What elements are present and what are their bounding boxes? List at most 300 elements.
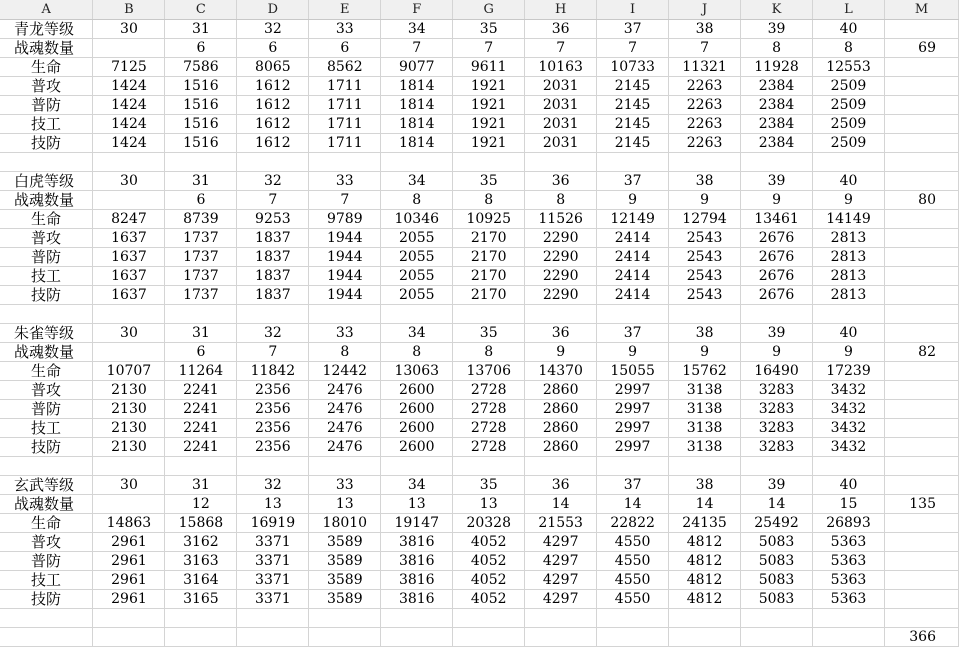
cell-m33[interactable]: 366 [884,628,958,647]
cell-a10[interactable]: 战魂数量 [0,191,93,210]
cell-l2[interactable]: 8 [813,39,885,58]
cell-c17[interactable]: 31 [165,324,237,343]
cell-a31[interactable]: 技防 [0,590,93,609]
cell-g13[interactable]: 2170 [453,248,525,267]
cell-l22[interactable]: 3432 [813,419,885,438]
cell-k17[interactable]: 39 [741,324,813,343]
cell-c1[interactable]: 31 [165,20,237,39]
cell-a17[interactable]: 朱雀等级 [0,324,93,343]
cell-i33[interactable] [597,628,669,647]
cell-h26[interactable]: 14 [525,495,597,514]
cell-c32[interactable] [165,609,237,628]
cell-h13[interactable]: 2290 [525,248,597,267]
cell-e33[interactable] [309,628,381,647]
column-header-g[interactable]: G [453,0,525,20]
cell-m32[interactable] [884,609,958,628]
cell-c28[interactable]: 3162 [165,533,237,552]
cell-e11[interactable]: 9789 [309,210,381,229]
cell-g21[interactable]: 2728 [453,400,525,419]
cell-b12[interactable]: 1637 [93,229,165,248]
cell-h14[interactable]: 2290 [525,267,597,286]
cell-m17[interactable] [884,324,958,343]
cell-j9[interactable]: 38 [669,172,741,191]
cell-d32[interactable] [237,609,309,628]
cell-m19[interactable] [884,362,958,381]
cell-i13[interactable]: 2414 [597,248,669,267]
cell-g2[interactable]: 7 [453,39,525,58]
cell-a13[interactable]: 普防 [0,248,93,267]
cell-c19[interactable]: 11264 [165,362,237,381]
cell-d6[interactable]: 1612 [237,115,309,134]
cell-b19[interactable]: 10707 [93,362,165,381]
cell-e31[interactable]: 3589 [309,590,381,609]
cell-i26[interactable]: 14 [597,495,669,514]
cell-m3[interactable] [884,58,958,77]
cell-h7[interactable]: 2031 [525,134,597,153]
cell-k27[interactable]: 25492 [741,514,813,533]
cell-c8[interactable] [165,153,237,172]
cell-a18[interactable]: 战魂数量 [0,343,93,362]
cell-b10[interactable] [93,191,165,210]
cell-i25[interactable]: 37 [597,476,669,495]
cell-e15[interactable]: 1944 [309,286,381,305]
cell-l12[interactable]: 2813 [813,229,885,248]
cell-j23[interactable]: 3138 [669,438,741,457]
cell-g11[interactable]: 10925 [453,210,525,229]
cell-m7[interactable] [884,134,958,153]
cell-k1[interactable]: 39 [741,20,813,39]
cell-c26[interactable]: 12 [165,495,237,514]
cell-d29[interactable]: 3371 [237,552,309,571]
column-header-h[interactable]: H [525,0,597,20]
cell-l14[interactable]: 2813 [813,267,885,286]
cell-j8[interactable] [669,153,741,172]
cell-i3[interactable]: 10733 [597,58,669,77]
column-header-d[interactable]: D [237,0,309,20]
cell-d11[interactable]: 9253 [237,210,309,229]
cell-d10[interactable]: 7 [237,191,309,210]
cell-l10[interactable]: 9 [813,191,885,210]
cell-j7[interactable]: 2263 [669,134,741,153]
cell-i27[interactable]: 22822 [597,514,669,533]
cell-a9[interactable]: 白虎等级 [0,172,93,191]
cell-m22[interactable] [884,419,958,438]
cell-h5[interactable]: 2031 [525,96,597,115]
cell-e4[interactable]: 1711 [309,77,381,96]
cell-j14[interactable]: 2543 [669,267,741,286]
cell-j1[interactable]: 38 [669,20,741,39]
cell-i7[interactable]: 2145 [597,134,669,153]
cell-f27[interactable]: 19147 [381,514,453,533]
cell-d26[interactable]: 13 [237,495,309,514]
cell-e27[interactable]: 18010 [309,514,381,533]
column-header-m[interactable]: M [884,0,958,20]
cell-l26[interactable]: 15 [813,495,885,514]
cell-f11[interactable]: 10346 [381,210,453,229]
cell-j6[interactable]: 2263 [669,115,741,134]
cell-b22[interactable]: 2130 [93,419,165,438]
cell-g18[interactable]: 8 [453,343,525,362]
cell-i23[interactable]: 2997 [597,438,669,457]
cell-g25[interactable]: 35 [453,476,525,495]
cell-b29[interactable]: 2961 [93,552,165,571]
cell-e14[interactable]: 1944 [309,267,381,286]
cell-l31[interactable]: 5363 [813,590,885,609]
cell-a1[interactable]: 青龙等级 [0,20,93,39]
cell-c31[interactable]: 3165 [165,590,237,609]
column-header-i[interactable]: I [597,0,669,20]
cell-b11[interactable]: 8247 [93,210,165,229]
cell-e5[interactable]: 1711 [309,96,381,115]
cell-c30[interactable]: 3164 [165,571,237,590]
cell-d3[interactable]: 8065 [237,58,309,77]
cell-d5[interactable]: 1612 [237,96,309,115]
cell-a24[interactable] [0,457,93,476]
cell-k31[interactable]: 5083 [741,590,813,609]
cell-e2[interactable]: 6 [309,39,381,58]
cell-g27[interactable]: 20328 [453,514,525,533]
cell-j28[interactable]: 4812 [669,533,741,552]
cell-d22[interactable]: 2356 [237,419,309,438]
cell-a20[interactable]: 普攻 [0,381,93,400]
cell-b7[interactable]: 1424 [93,134,165,153]
cell-d16[interactable] [237,305,309,324]
cell-b26[interactable] [93,495,165,514]
cell-c25[interactable]: 31 [165,476,237,495]
cell-j32[interactable] [669,609,741,628]
cell-c14[interactable]: 1737 [165,267,237,286]
cell-l9[interactable]: 40 [813,172,885,191]
cell-f6[interactable]: 1814 [381,115,453,134]
cell-c20[interactable]: 2241 [165,381,237,400]
cell-k18[interactable]: 9 [741,343,813,362]
cell-e7[interactable]: 1711 [309,134,381,153]
cell-k2[interactable]: 8 [741,39,813,58]
cell-d31[interactable]: 3371 [237,590,309,609]
cell-i12[interactable]: 2414 [597,229,669,248]
cell-l8[interactable] [813,153,885,172]
cell-j19[interactable]: 15762 [669,362,741,381]
cell-f5[interactable]: 1814 [381,96,453,115]
cell-g29[interactable]: 4052 [453,552,525,571]
cell-m11[interactable] [884,210,958,229]
cell-m8[interactable] [884,153,958,172]
cell-m16[interactable] [884,305,958,324]
cell-m10[interactable]: 80 [884,191,958,210]
cell-g32[interactable] [453,609,525,628]
cell-l30[interactable]: 5363 [813,571,885,590]
cell-f17[interactable]: 34 [381,324,453,343]
cell-e30[interactable]: 3589 [309,571,381,590]
cell-g19[interactable]: 13706 [453,362,525,381]
cell-h29[interactable]: 4297 [525,552,597,571]
cell-k7[interactable]: 2384 [741,134,813,153]
cell-i5[interactable]: 2145 [597,96,669,115]
cell-e26[interactable]: 13 [309,495,381,514]
cell-f8[interactable] [381,153,453,172]
cell-i17[interactable]: 37 [597,324,669,343]
cell-l11[interactable]: 14149 [813,210,885,229]
cell-e6[interactable]: 1711 [309,115,381,134]
cell-i18[interactable]: 9 [597,343,669,362]
cell-b32[interactable] [93,609,165,628]
cell-f28[interactable]: 3816 [381,533,453,552]
cell-f4[interactable]: 1814 [381,77,453,96]
cell-a22[interactable]: 技工 [0,419,93,438]
cell-m1[interactable] [884,20,958,39]
cell-e3[interactable]: 8562 [309,58,381,77]
cell-j15[interactable]: 2543 [669,286,741,305]
cell-g16[interactable] [453,305,525,324]
cell-d23[interactable]: 2356 [237,438,309,457]
cell-h15[interactable]: 2290 [525,286,597,305]
cell-a33[interactable] [0,628,93,647]
cell-d27[interactable]: 16919 [237,514,309,533]
cell-d33[interactable] [237,628,309,647]
cell-b31[interactable]: 2961 [93,590,165,609]
cell-b33[interactable] [93,628,165,647]
cell-i29[interactable]: 4550 [597,552,669,571]
cell-j26[interactable]: 14 [669,495,741,514]
cell-j29[interactable]: 4812 [669,552,741,571]
cell-a6[interactable]: 技工 [0,115,93,134]
cell-c2[interactable]: 6 [165,39,237,58]
cell-e24[interactable] [309,457,381,476]
cell-c9[interactable]: 31 [165,172,237,191]
cell-c7[interactable]: 1516 [165,134,237,153]
cell-h31[interactable]: 4297 [525,590,597,609]
cell-g1[interactable]: 35 [453,20,525,39]
cell-a11[interactable]: 生命 [0,210,93,229]
cell-l19[interactable]: 17239 [813,362,885,381]
cell-e20[interactable]: 2476 [309,381,381,400]
cell-k15[interactable]: 2676 [741,286,813,305]
cell-f24[interactable] [381,457,453,476]
cell-d20[interactable]: 2356 [237,381,309,400]
cell-e8[interactable] [309,153,381,172]
cell-c29[interactable]: 3163 [165,552,237,571]
cell-h30[interactable]: 4297 [525,571,597,590]
cell-b3[interactable]: 7125 [93,58,165,77]
cell-g23[interactable]: 2728 [453,438,525,457]
cell-l29[interactable]: 5363 [813,552,885,571]
cell-c33[interactable] [165,628,237,647]
cell-g12[interactable]: 2170 [453,229,525,248]
cell-m9[interactable] [884,172,958,191]
cell-b27[interactable]: 14863 [93,514,165,533]
cell-j20[interactable]: 3138 [669,381,741,400]
cell-g7[interactable]: 1921 [453,134,525,153]
cell-m12[interactable] [884,229,958,248]
column-header-c[interactable]: C [165,0,237,20]
cell-b16[interactable] [93,305,165,324]
cell-l24[interactable] [813,457,885,476]
cell-a23[interactable]: 技防 [0,438,93,457]
cell-b21[interactable]: 2130 [93,400,165,419]
cell-k13[interactable]: 2676 [741,248,813,267]
cell-g24[interactable] [453,457,525,476]
cell-d13[interactable]: 1837 [237,248,309,267]
column-header-k[interactable]: K [741,0,813,20]
cell-k29[interactable]: 5083 [741,552,813,571]
cell-c21[interactable]: 2241 [165,400,237,419]
cell-f32[interactable] [381,609,453,628]
cell-g15[interactable]: 2170 [453,286,525,305]
cell-m21[interactable] [884,400,958,419]
cell-a4[interactable]: 普攻 [0,77,93,96]
cell-k23[interactable]: 3283 [741,438,813,457]
cell-i31[interactable]: 4550 [597,590,669,609]
cell-g4[interactable]: 1921 [453,77,525,96]
cell-b14[interactable]: 1637 [93,267,165,286]
cell-k25[interactable]: 39 [741,476,813,495]
cell-h24[interactable] [525,457,597,476]
cell-d7[interactable]: 1612 [237,134,309,153]
cell-h6[interactable]: 2031 [525,115,597,134]
cell-l27[interactable]: 26893 [813,514,885,533]
cell-d18[interactable]: 7 [237,343,309,362]
cell-d4[interactable]: 1612 [237,77,309,96]
cell-c13[interactable]: 1737 [165,248,237,267]
cell-c15[interactable]: 1737 [165,286,237,305]
cell-i24[interactable] [597,457,669,476]
cell-d24[interactable] [237,457,309,476]
cell-e13[interactable]: 1944 [309,248,381,267]
cell-f22[interactable]: 2600 [381,419,453,438]
cell-b30[interactable]: 2961 [93,571,165,590]
cell-j25[interactable]: 38 [669,476,741,495]
cell-e9[interactable]: 33 [309,172,381,191]
cell-b28[interactable]: 2961 [93,533,165,552]
cell-k4[interactable]: 2384 [741,77,813,96]
cell-f26[interactable]: 13 [381,495,453,514]
cell-m27[interactable] [884,514,958,533]
cell-b4[interactable]: 1424 [93,77,165,96]
cell-h25[interactable]: 36 [525,476,597,495]
cell-a27[interactable]: 生命 [0,514,93,533]
cell-h21[interactable]: 2860 [525,400,597,419]
cell-c3[interactable]: 7586 [165,58,237,77]
cell-b8[interactable] [93,153,165,172]
cell-j16[interactable] [669,305,741,324]
column-header-e[interactable]: E [309,0,381,20]
cell-b23[interactable]: 2130 [93,438,165,457]
column-header-j[interactable]: J [669,0,741,20]
column-header-f[interactable]: F [381,0,453,20]
cell-f31[interactable]: 3816 [381,590,453,609]
cell-m31[interactable] [884,590,958,609]
cell-m28[interactable] [884,533,958,552]
cell-b2[interactable] [93,39,165,58]
cell-j18[interactable]: 9 [669,343,741,362]
cell-i15[interactable]: 2414 [597,286,669,305]
cell-e32[interactable] [309,609,381,628]
cell-c10[interactable]: 6 [165,191,237,210]
cell-d15[interactable]: 1837 [237,286,309,305]
cell-c18[interactable]: 6 [165,343,237,362]
cell-m26[interactable]: 135 [884,495,958,514]
cell-m14[interactable] [884,267,958,286]
cell-j24[interactable] [669,457,741,476]
cell-h8[interactable] [525,153,597,172]
cell-e17[interactable]: 33 [309,324,381,343]
cell-d9[interactable]: 32 [237,172,309,191]
cell-a28[interactable]: 普攻 [0,533,93,552]
cell-e10[interactable]: 7 [309,191,381,210]
cell-e22[interactable]: 2476 [309,419,381,438]
cell-l18[interactable]: 9 [813,343,885,362]
cell-f19[interactable]: 13063 [381,362,453,381]
cell-a16[interactable] [0,305,93,324]
cell-m20[interactable] [884,381,958,400]
cell-f23[interactable]: 2600 [381,438,453,457]
cell-j31[interactable]: 4812 [669,590,741,609]
cell-a21[interactable]: 普防 [0,400,93,419]
cell-f15[interactable]: 2055 [381,286,453,305]
cell-b20[interactable]: 2130 [93,381,165,400]
cell-d17[interactable]: 32 [237,324,309,343]
cell-a25[interactable]: 玄武等级 [0,476,93,495]
cell-f29[interactable]: 3816 [381,552,453,571]
cell-g33[interactable] [453,628,525,647]
cell-k12[interactable]: 2676 [741,229,813,248]
cell-j11[interactable]: 12794 [669,210,741,229]
cell-e25[interactable]: 33 [309,476,381,495]
cell-l20[interactable]: 3432 [813,381,885,400]
cell-i2[interactable]: 7 [597,39,669,58]
cell-k3[interactable]: 11928 [741,58,813,77]
cell-a30[interactable]: 技工 [0,571,93,590]
cell-j22[interactable]: 3138 [669,419,741,438]
cell-k14[interactable]: 2676 [741,267,813,286]
cell-d30[interactable]: 3371 [237,571,309,590]
cell-d2[interactable]: 6 [237,39,309,58]
cell-m25[interactable] [884,476,958,495]
cell-d1[interactable]: 32 [237,20,309,39]
cell-c5[interactable]: 1516 [165,96,237,115]
cell-m6[interactable] [884,115,958,134]
cell-i22[interactable]: 2997 [597,419,669,438]
cell-i10[interactable]: 9 [597,191,669,210]
cell-k8[interactable] [741,153,813,172]
cell-a14[interactable]: 技工 [0,267,93,286]
cell-i19[interactable]: 15055 [597,362,669,381]
cell-c6[interactable]: 1516 [165,115,237,134]
cell-b17[interactable]: 30 [93,324,165,343]
cell-i4[interactable]: 2145 [597,77,669,96]
cell-a29[interactable]: 普防 [0,552,93,571]
cell-m13[interactable] [884,248,958,267]
cell-k21[interactable]: 3283 [741,400,813,419]
cell-e29[interactable]: 3589 [309,552,381,571]
cell-b24[interactable] [93,457,165,476]
cell-h22[interactable]: 2860 [525,419,597,438]
cell-g8[interactable] [453,153,525,172]
cell-g17[interactable]: 35 [453,324,525,343]
cell-e12[interactable]: 1944 [309,229,381,248]
cell-j17[interactable]: 38 [669,324,741,343]
cell-k16[interactable] [741,305,813,324]
cell-f1[interactable]: 34 [381,20,453,39]
cell-e28[interactable]: 3589 [309,533,381,552]
cell-j5[interactable]: 2263 [669,96,741,115]
cell-f30[interactable]: 3816 [381,571,453,590]
cell-i20[interactable]: 2997 [597,381,669,400]
cell-l3[interactable]: 12553 [813,58,885,77]
cell-c12[interactable]: 1737 [165,229,237,248]
cell-e18[interactable]: 8 [309,343,381,362]
cell-a8[interactable] [0,153,93,172]
